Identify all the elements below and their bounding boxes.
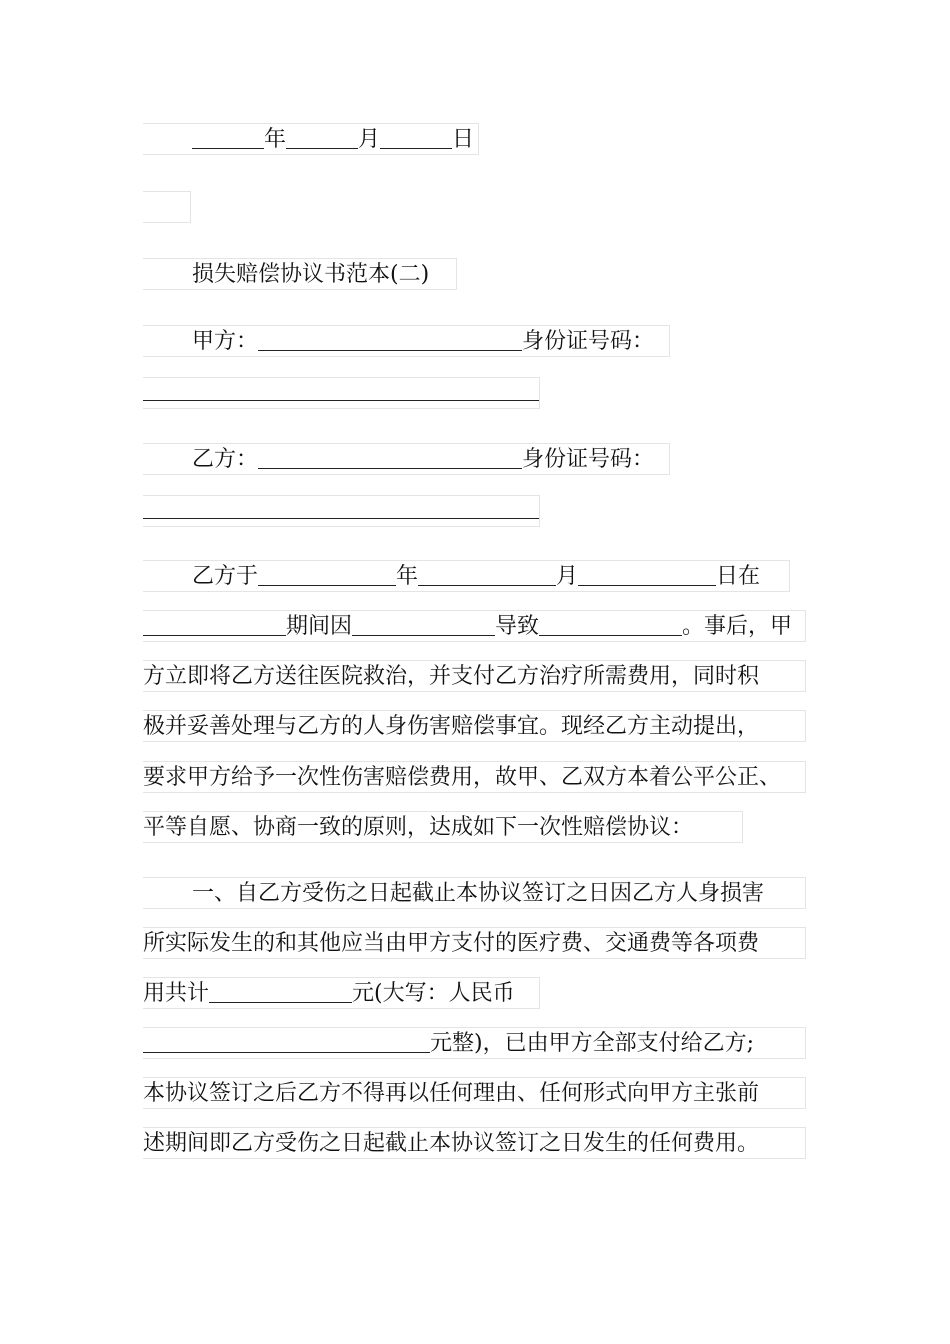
para2-line5 [143,1077,806,1109]
party-b-id-line [143,495,540,527]
empty-line [143,191,191,223]
party-a-label: 甲方： [192,329,259,354]
month-label: 月 [358,127,381,152]
result-blank [539,613,682,636]
para1-text: 年 [396,564,419,589]
para1-line3 [143,660,806,692]
para1-text: 期间因 [286,614,353,639]
para1-text: 日在 [716,564,761,589]
party-a-line [143,325,670,357]
para1-text: 平等自愿、协商一致的原则，达成如下一次性赔偿协议： [143,815,694,840]
para1-line5 [143,761,806,793]
day-blank [380,126,452,149]
para1-line4 [143,710,806,742]
para2-text: 一、自乙方受伤之日起截止本协议签订之日因乙方人身损害 [192,881,765,906]
para2-text: 用共计 [143,981,210,1006]
party-b-name-blank [258,446,522,469]
para2-text: 所实际发生的和其他应当由甲方支付的医疗费、交通费等各项费 [143,931,760,956]
incident-year-blank [258,563,396,586]
para1-text: 月 [556,564,579,589]
party-a-id-blank [143,378,539,401]
para2-text: 述期间即乙方受伤之日起截止本协议签订之日发生的任何费用。 [143,1131,760,1156]
para2-line3 [143,977,540,1009]
para2-text: 元(大写：人民币 [352,981,515,1006]
para2-line4 [143,1027,806,1059]
amount-blank [209,980,352,1003]
para1-text: 。事后，甲 [682,614,793,639]
para2-text: 本协议签订之后乙方不得再以任何理由、任何形式向甲方主张前 [143,1081,760,1106]
party-b-id-label: 身份证号码： [522,447,655,472]
para2-line1 [143,877,806,909]
amount-words-blank [143,1030,430,1053]
year-label: 年 [264,127,287,152]
document-title [143,258,457,290]
party-a-id-label: 身份证号码： [522,329,655,354]
party-b-label: 乙方： [192,447,259,472]
cause-blank [352,613,495,636]
location-blank [143,613,286,636]
para1-line1 [143,560,790,592]
party-b-line [143,443,670,475]
para2-text: 元整)，已由甲方全部支付给乙方; [430,1031,754,1056]
title-text: 损失赔偿协议书范本(二) [192,262,430,287]
month-blank [286,126,358,149]
para1-text: 极并妥善处理与乙方的人身伤害赔偿事宜。现经乙方主动提出， [143,714,760,739]
party-a-name-blank [258,328,522,351]
day-label: 日 [452,127,475,152]
para1-line6 [143,811,743,843]
incident-day-blank [578,563,716,586]
para1-line2 [143,610,806,642]
date-line [143,123,479,155]
para1-text: 乙方于 [192,564,259,589]
para2-line2 [143,927,806,959]
para1-text: 导致 [495,614,540,639]
year-blank [192,126,264,149]
para2-line6 [143,1127,806,1159]
party-b-id-blank [143,496,539,519]
incident-month-blank [418,563,556,586]
para1-text: 方立即将乙方送往医院救治，并支付乙方治疗所需费用，同时积 [143,664,760,689]
para1-text: 要求甲方给予一次性伤害赔偿费用，故甲、乙双方本着公平公正、 [143,765,782,790]
party-a-id-line [143,377,540,409]
